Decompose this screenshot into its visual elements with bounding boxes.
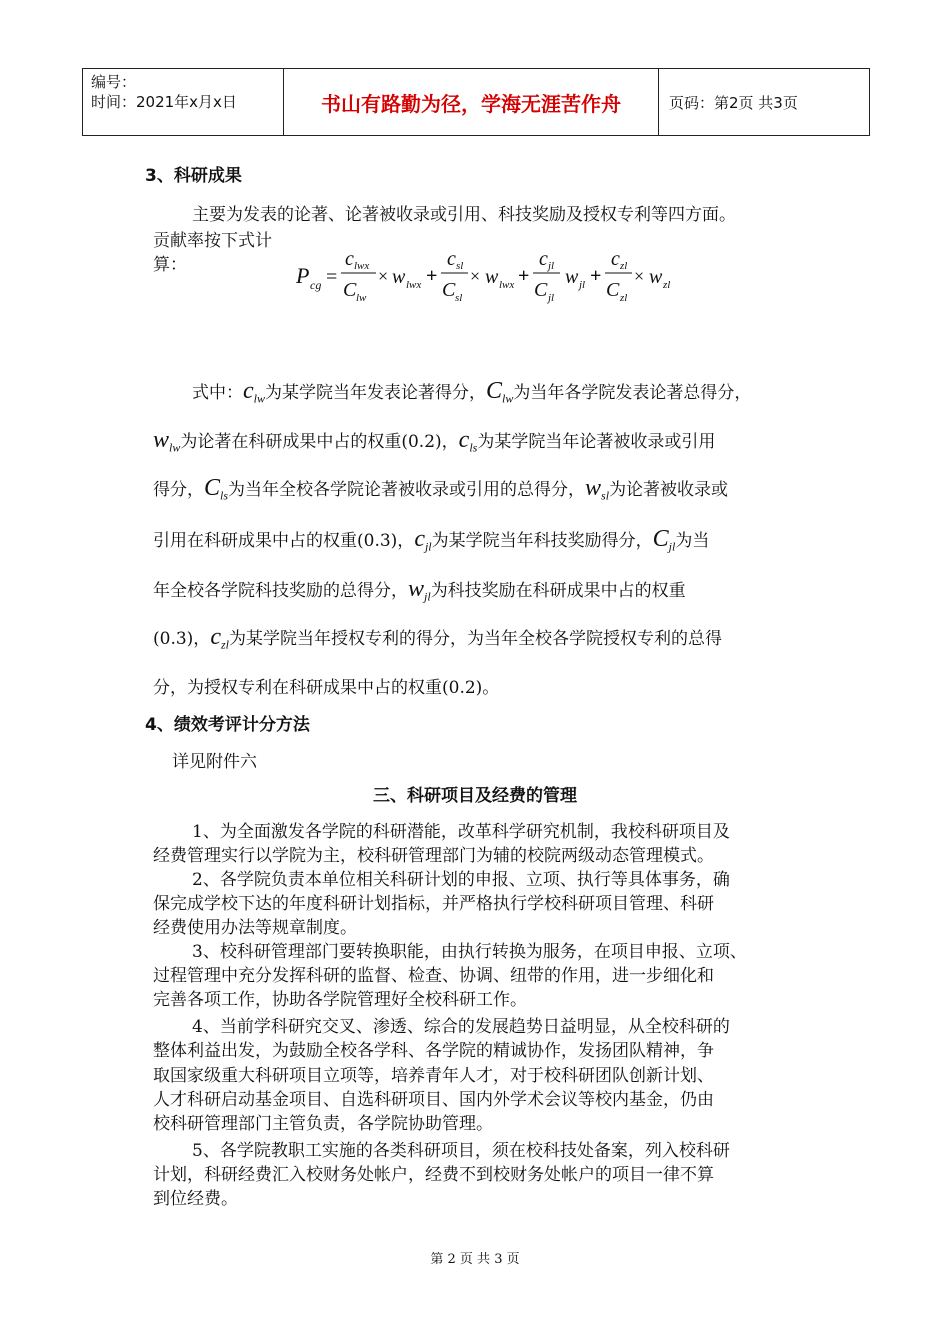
desc-line-4: 引用在科研成果中占的权重(0.3)，$c_{jl}$为某学院当年科技奖励得分，$C_{jl}$为当: [153, 526, 710, 554]
svg-text:C: C: [442, 279, 456, 301]
svg-text:jl: jl: [579, 279, 586, 291]
paragraph-5-line-1: 5、各学院教职工实施的各类科研项目，须在校科技处备案，列入校科研: [192, 1141, 730, 1161]
section-main-title: 三、科研项目及经费的管理: [373, 786, 577, 806]
svg-text:c: c: [447, 248, 456, 270]
svg-text:+: +: [426, 265, 438, 287]
svg-text:C: C: [534, 279, 548, 301]
svg-text:jl: jl: [548, 260, 555, 272]
section-3-intro: 主要为发表的论著、论著被收录或引用、科技奖励及授权专利等四方面。: [192, 205, 736, 225]
doc-time-label: 时间：2021年x月x日: [91, 93, 237, 111]
desc-line-2: $w_{lw}$为论著在科研成果中占的权重(0.2)，$c_{ls}$为某学院当年论著被收录或引用: [153, 427, 716, 455]
svg-text:sl: sl: [456, 260, 464, 272]
paragraph-4-line-4: 人才科研启动基金项目、自选科研项目、国内外学术会议等校内基金，仍由: [153, 1090, 714, 1110]
svg-text:jl: jl: [548, 292, 555, 304]
desc-line-6: (0.3)，$c_{zl}$为某学院当年授权专利的得分，为当年全校各学院授权专利的总得: [153, 624, 722, 652]
svg-text:w: w: [392, 266, 406, 288]
paragraph-5-line-2: 计划，科研经费汇入校财务处帐户，经费不到校财务处帐户的项目一律不算: [153, 1165, 714, 1185]
paragraph-2-line-3: 经费使用办法等规章制度。: [153, 918, 357, 938]
paragraph-3-line-2: 过程管理中充分发挥科研的监督、检查、协调、纽带的作用，进一步细化和: [153, 966, 714, 986]
formula-lhs: P: [296, 263, 310, 288]
paragraph-1-line-1: 1、为全面激发各学院的科研潜能，改革科学研究机制，我校科研项目及: [192, 822, 730, 842]
svg-text:×: ×: [470, 266, 481, 286]
svg-text:c: c: [539, 248, 548, 270]
section-3-title: 3、科研成果: [145, 166, 242, 186]
svg-text:zl: zl: [620, 260, 628, 272]
svg-text:lwx: lwx: [406, 279, 422, 291]
svg-text:C: C: [606, 279, 620, 301]
doc-number-label: 编号：: [91, 73, 137, 91]
desc-line-3: 得分，$C_{ls}$为当年全校各学院论著被收录或引用的总得分，$w_{sl}$为论著被收录或: [153, 475, 729, 503]
header-motto: 书山有路勤为径，学海无涯苦作舟: [284, 69, 659, 135]
svg-text:zl: zl: [620, 292, 628, 304]
page-footer: 第 2 页 共 3 页: [430, 1252, 520, 1267]
desc-line-1: 式中：$c_{lw}$为某学院当年发表论著得分，$C_{lw}$为当年各学院发表论著总得分，: [192, 378, 752, 406]
section-4-body: 详见附件六: [172, 752, 257, 772]
svg-text:+: +: [518, 265, 530, 287]
paragraph-4-line-1: 4、当前学科研究交叉、渗透、综合的发展趋势日益明显，从全校科研的: [192, 1017, 730, 1037]
paragraph-4-line-3: 取国家级重大科研项目立项等，培养青年人才，对于校科研团队创新计划、: [153, 1066, 714, 1086]
svg-text:C: C: [343, 279, 357, 301]
section-4-title: 4、绩效考评计分方法: [145, 715, 310, 735]
svg-text:+: +: [590, 265, 602, 287]
contribution-formula: [296, 246, 736, 306]
header-meta-cell: [83, 69, 284, 135]
paragraph-2-line-1: 2、各学院负责本单位相关科研计划的申报、立项、执行等具体事务，确: [192, 870, 730, 890]
document-header: [82, 68, 870, 136]
svg-text:lwx: lwx: [499, 279, 515, 291]
svg-text:w: w: [649, 266, 663, 288]
desc-line-5: 年全校各学院科技奖励的总得分，$w_{jl}$为科技奖励在科研成果中占的权重: [153, 576, 686, 604]
svg-text:lw: lw: [356, 292, 367, 304]
section-3-intro-cont2: 算：: [153, 255, 187, 275]
header-page-number: 页码：第2页 共3页: [669, 93, 798, 112]
paragraph-4-line-2: 整体利益出发，为鼓励全校各学科、各学院的精诚协作，发扬团队精神，争: [153, 1041, 714, 1061]
svg-text:=: =: [326, 266, 338, 288]
paragraph-2-line-2: 保完成学校下达的年度科研计划指标，并严格执行学校科研项目管理、科研: [153, 894, 714, 914]
paragraph-1-line-2: 经费管理实行以学院为主，校科研管理部门为辅的校院两级动态管理模式。: [153, 846, 714, 866]
svg-text:c: c: [345, 248, 354, 270]
svg-text:sl: sl: [455, 292, 463, 304]
svg-text:c: c: [611, 248, 620, 270]
svg-text:lwx: lwx: [354, 260, 370, 272]
desc-line-7: 分，为授权专利在科研成果中占的权重(0.2)。: [153, 678, 500, 698]
svg-text:w: w: [485, 266, 499, 288]
paragraph-5-line-3: 到位经费。: [153, 1189, 238, 1209]
svg-text:×: ×: [634, 266, 645, 286]
paragraph-3-line-3: 完善各项工作，协助各学院管理好全校科研工作。: [153, 990, 527, 1010]
paragraph-3-line-1: 3、校科研管理部门要转换职能，由执行转换为服务，在项目申报、立项、: [192, 942, 747, 962]
svg-text:w: w: [565, 266, 579, 288]
section-3-intro-cont: 贡献率按下式计: [153, 231, 272, 251]
svg-text:zl: zl: [663, 279, 671, 291]
paragraph-4-line-5: 校科研管理部门主管负责，各学院协助管理。: [153, 1114, 493, 1134]
svg-text:×: ×: [378, 266, 389, 286]
svg-text:cg: cg: [310, 278, 322, 292]
